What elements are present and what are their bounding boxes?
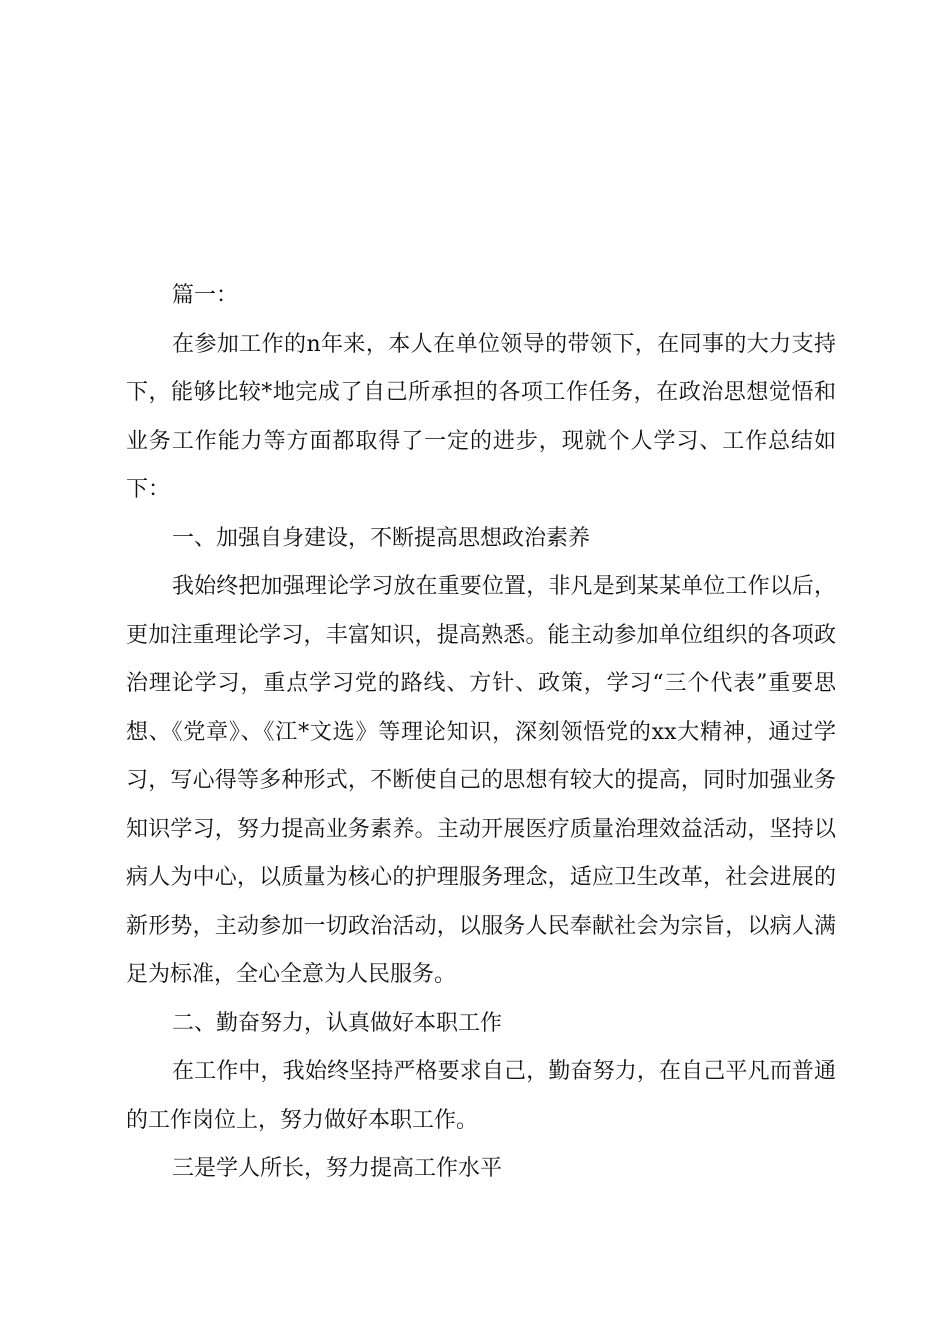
section-label: 篇一： [172, 283, 239, 308]
section-heading-3: 三是学人所长，努力提高工作水平 [172, 1156, 503, 1181]
paragraph-1: 我始终把加强理论学习放在重要位置，非凡是到某某单位工作以后，更加注重理论学习，丰富知识，提高熟悉。能主动参加单位组织的各项政治理论学习，重点学习党的路线、方针、政策，学习“三个代表”重要思想、《党章》、《江*文选》等理论知识，深刻领悟党的xx大精神，通过学习，写心得等多种形式，不断使自己的思想有较大的提高，同时加强业务知识学习，努力提高业务素养。主动开展医疗质量治理效益活动，坚持以病人为中心，以质量为核心的护理服务理念，适应卫生改革，社会进展的新形势，主动参加一切政治活动，以服务人民奉献社会为宗旨，以病人满足为标准，全心全意为人民服务。 [126, 574, 836, 987]
document-body [126, 272, 836, 1194]
intro-paragraph: 在参加工作的n年来，本人在单位领导的带领下，在同事的大力支持下，能够比较*地完成了自己所承担的各项工作任务，在政治思想觉悟和业务工作能力等方面都取得了一定的进步，现就个人学习、工作总结如下： [126, 331, 836, 502]
section-heading-2: 二、勤奋努力，认真做好本职工作 [172, 1010, 503, 1036]
section-heading-1: 一、加强自身建设，不断提高思想政治素养 [172, 525, 591, 551]
paragraph-2: 在工作中，我始终坚持严格要求自己，勤奋努力，在自己平凡而普通的工作岗位上，努力做好本职工作。 [126, 1059, 836, 1133]
